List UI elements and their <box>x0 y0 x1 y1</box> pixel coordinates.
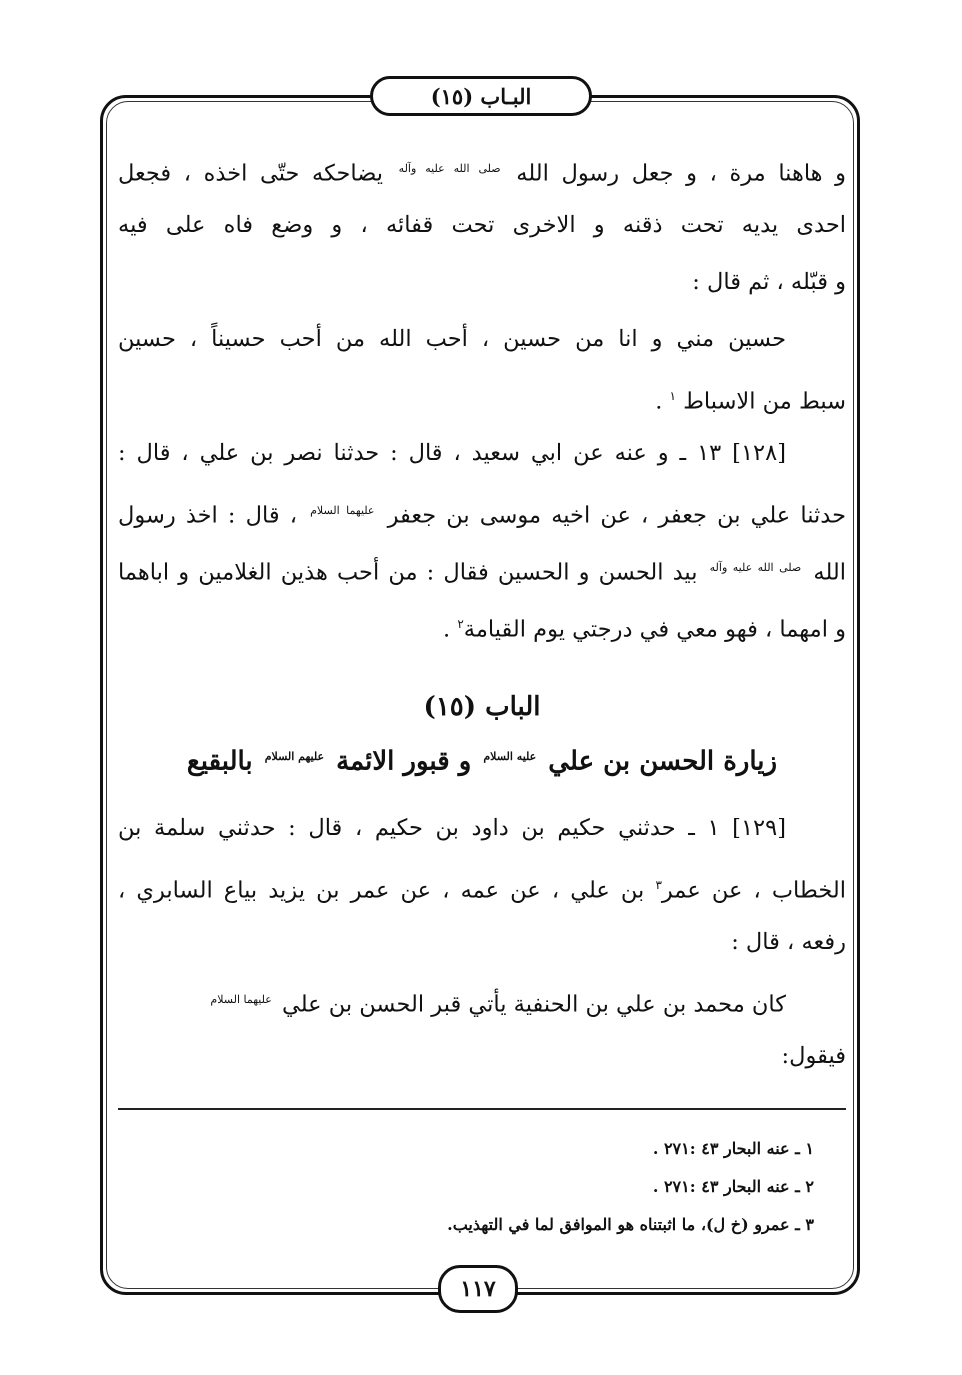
chapter-title: الباب (١٥) <box>423 692 541 722</box>
main-text-top <box>118 140 846 653</box>
honorific-imams: عليهم السلام <box>264 750 325 763</box>
hadith-line: و امهما ، فهو معي في درجتي يوم القيامة$^٢$ . <box>443 616 846 643</box>
honorific-prophet: صلى الله عليه وآله <box>398 162 501 175</box>
footnotes <box>118 1130 814 1244</box>
hadith-line: الله $^{صلى الله عليه وآله}$ بيد الحسن و الحسين فقال : من أحب هذين الغلامين و اباهما <box>118 559 846 586</box>
hadith-line: رفعه ، قال : <box>731 929 846 955</box>
footnote-ref[interactable]: ٢ <box>457 617 464 631</box>
quote-line: حسين مني و انا من حسين ، أحب الله من أحب حسيناً ، حسين <box>118 326 786 352</box>
text-line: و قبّله ، ثم قال : <box>692 269 846 295</box>
footnote-3: ٣ ـ عمرو (خ ل)، ما اثبتناه هو الموافق لما في التهذيب. <box>447 1215 814 1234</box>
honorific-two-imams: عليهما السلام <box>210 993 272 1006</box>
main-text-bottom <box>118 800 846 1085</box>
footnote-2: ٢ ـ عنه البحار ٤٣ :٢٧١ . <box>652 1177 814 1196</box>
chapter-subtitle: زيارة الحسن بن علي $^{عليه السلام}$ و قبور الائمة $^{عليهم السلام}$ بالبقيع <box>186 746 778 777</box>
hadith-line: كان محمد بن علي بن الحنفية يأتي قبر الحسن بن علي $^{عليهما السلام}$ <box>210 991 786 1018</box>
text-line: احدى يديه تحت ذقنه و الاخرى تحت قفائه ، و وضع فاه على فيه <box>118 212 846 238</box>
text-line: و هاهنا مرة ، و جعل رسول الله $^{صلى الله عليه وآله}$ يضاحكه حتّى اخذه ، فجعل <box>118 160 846 187</box>
hadith-line: حدثنا علي بن جعفر ، عن اخيه موسى بن جعفر $^{عليهما السلام}$ ، قال : اخذ رسول <box>118 502 846 529</box>
hadith-line: [١٢٩] ١ ـ حدثني حكيم بن داود بن حكيم ، قال : حدثني سلمة بن <box>118 815 786 841</box>
quote-line: سبط من الاسباط $^١$ . <box>655 388 846 415</box>
running-header <box>370 76 592 116</box>
footnote-1: ١ ـ عنه البحار ٤٣ :٢٧١ . <box>652 1139 814 1158</box>
honorific-prophet: صلى الله عليه وآله <box>709 561 802 574</box>
hadith-line: الخطاب ، عن عمر$^٣$ بن علي ، عن عمه ، عن عمر بن يزيد بياع السابري ، <box>118 877 846 904</box>
page-number-badge <box>438 1265 518 1313</box>
honorific-imam: عليه السلام <box>483 750 537 763</box>
footnote-ref[interactable]: ١ <box>669 389 676 403</box>
hadith-line: [١٢٨] ١٣ ـ و عنه عن ابي سعيد ، قال : حدثنا نصر بن علي ، قال : <box>118 440 786 466</box>
running-title: البـاب (١٥) <box>430 83 532 109</box>
page-number: ١١٧ <box>460 1276 496 1302</box>
footnote-ref[interactable]: ٣ <box>655 878 662 892</box>
footnote-divider <box>118 1108 846 1110</box>
honorific-two-imams: عليهما السلام <box>310 504 375 517</box>
hadith-line: فيقول: <box>781 1043 846 1069</box>
